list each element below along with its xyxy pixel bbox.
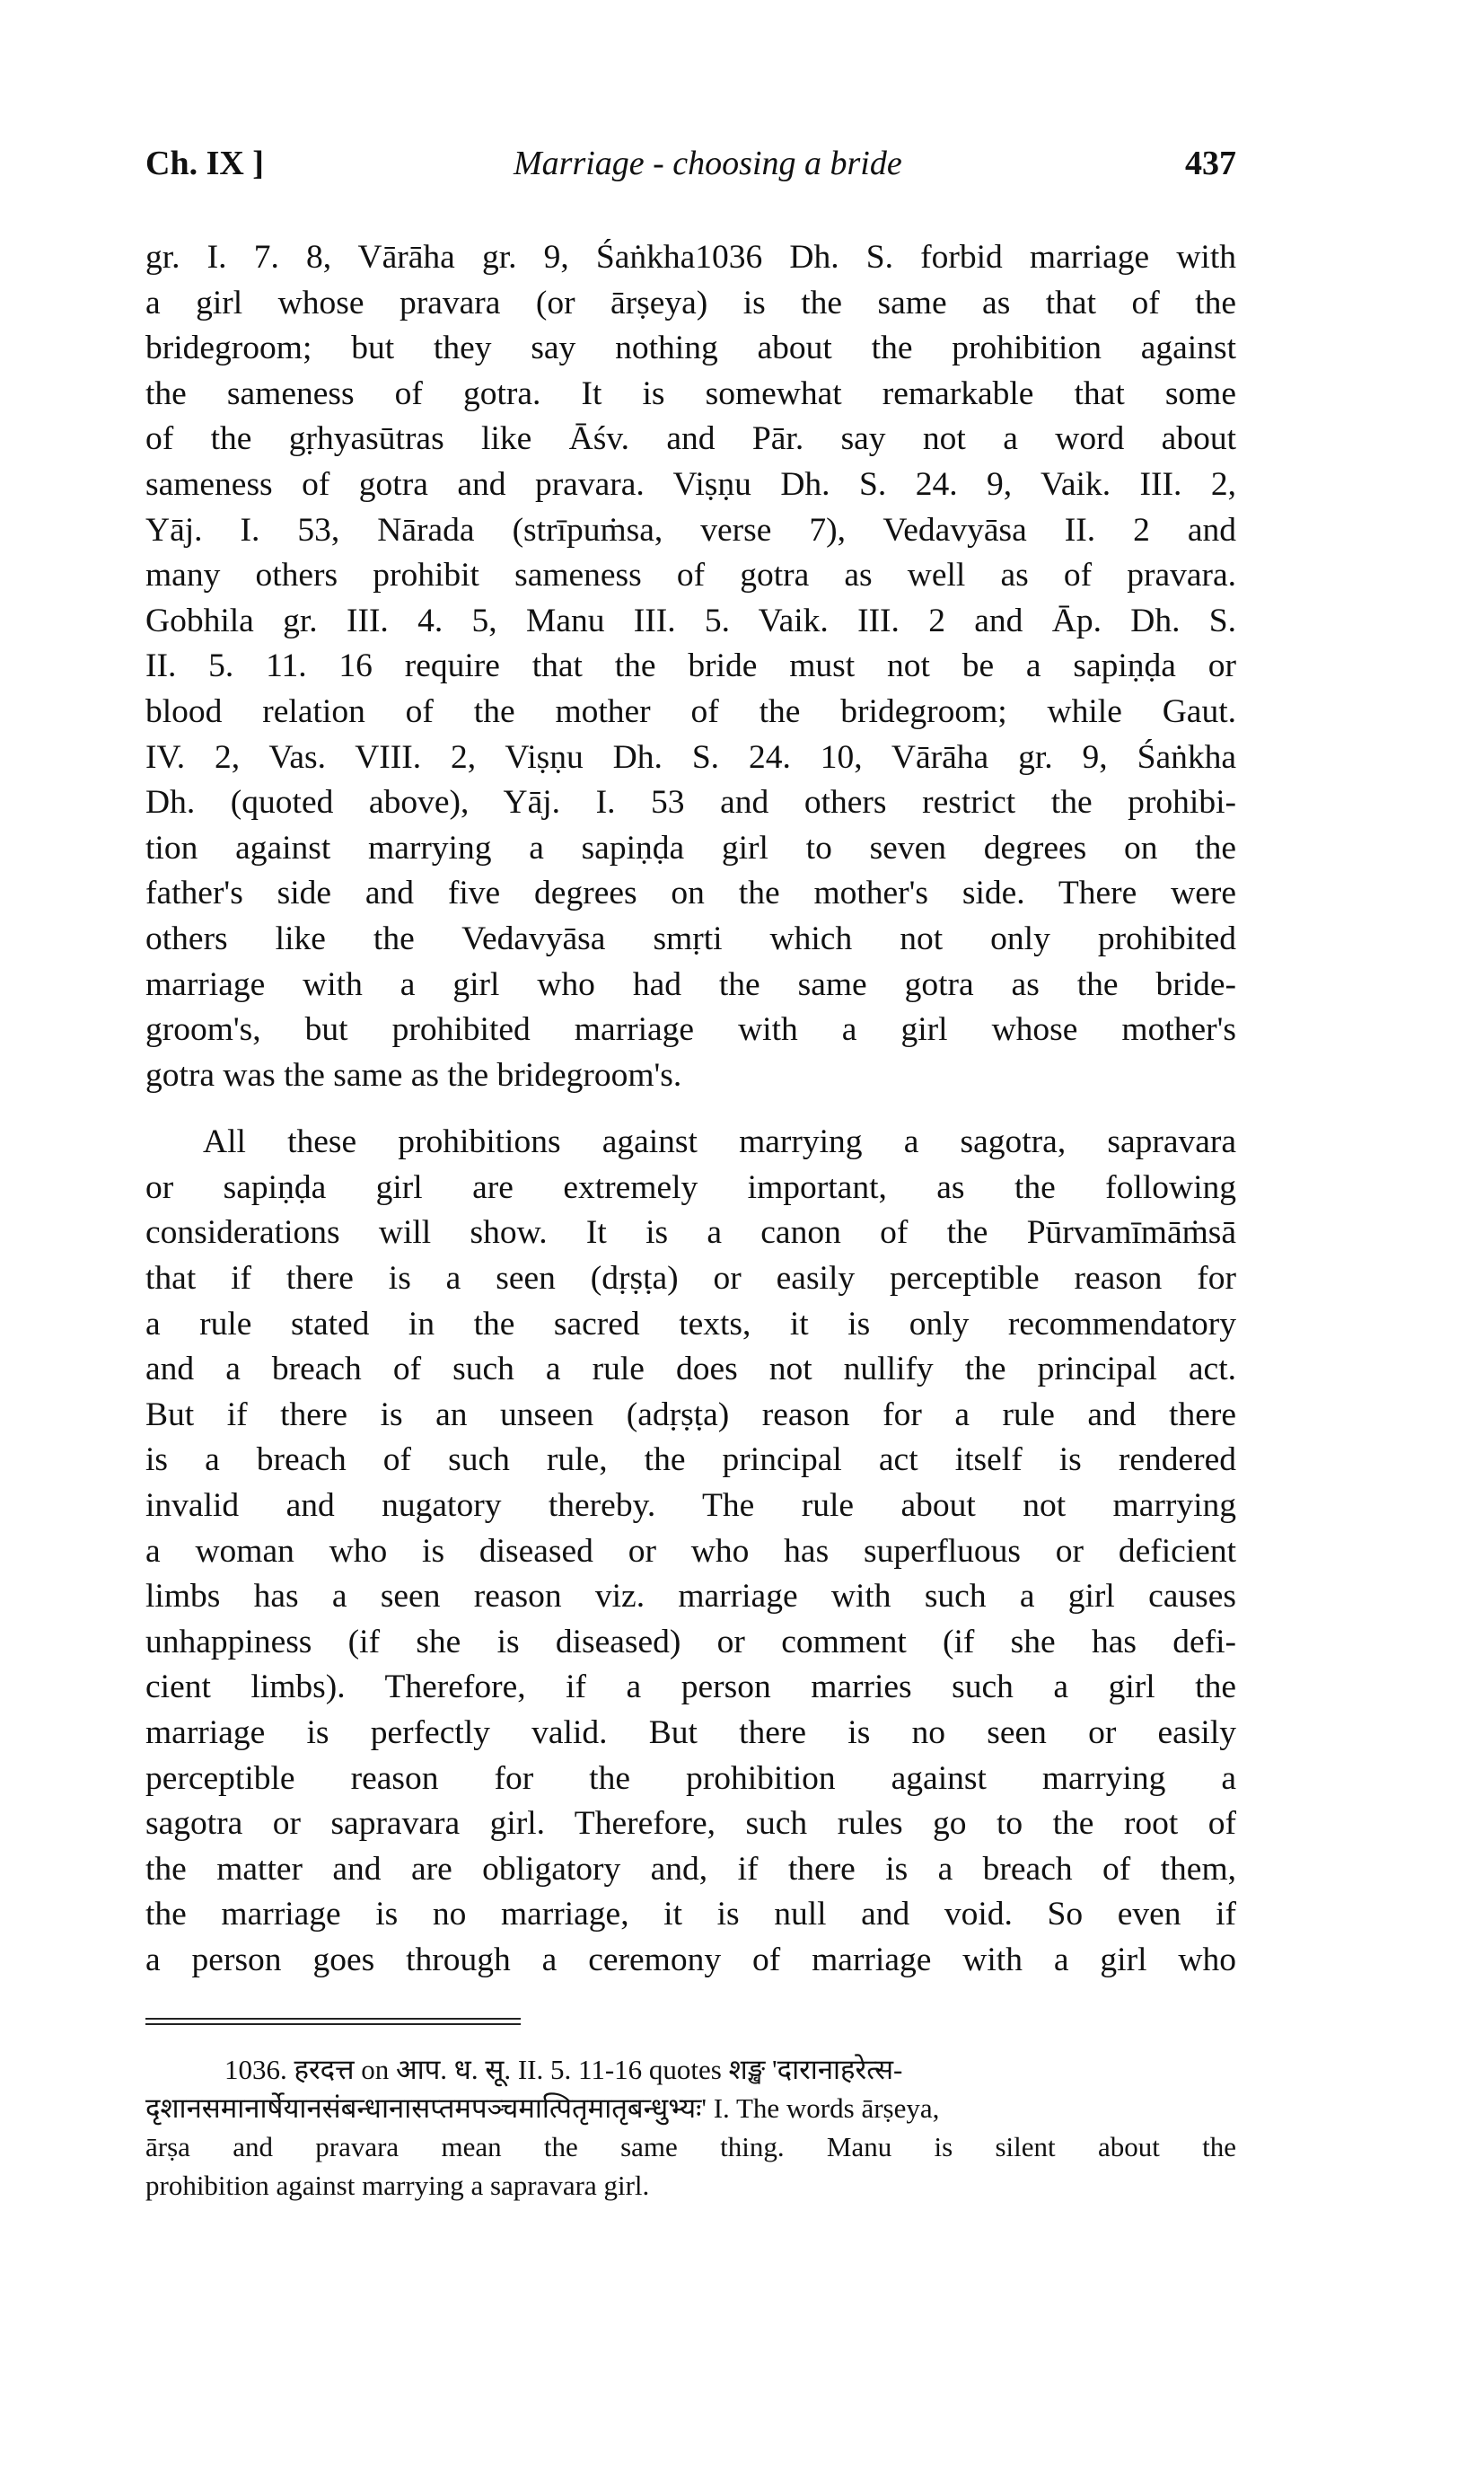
text-line: considerations will show. It is a canon of the Pūrvamīmāṁsā [145,1214,1236,1252]
text-line: the matter and are obligatory and, if there is a breach of them, [145,1850,1236,1888]
text-line: tion against marrying a sapiṇḍa girl to seven degrees on the [145,829,1236,867]
paragraph-2 [145,1120,1236,1983]
text-line: the marriage is no marriage, it is null and void. So even if [145,1896,1236,1933]
footnote-line: prohibition against marrying a sapravara girl. [145,2170,650,2201]
text-line: limbs has a seen reason viz. marriage with such a girl causes [145,1578,1236,1616]
text-line: bridegroom; but they say nothing about the prohibition against [145,330,1236,367]
text-line: gr. I. 7. 8, Vārāha gr. 9, Śaṅkha1036 Dh. S. forbid marriage with [145,239,1236,276]
footnote-line: ārṣa and pravara mean the same thing. Manu is silent about the [145,2131,1236,2162]
running-title: Marriage - choosing a bride [514,145,902,182]
text-line: IV. 2, Vas. VIII. 2, Viṣṇu Dh. S. 24. 10, Vārāha gr. 9, Śaṅkha [145,738,1236,776]
footnote-line: 1036. हरदत्त on आप. ध. सू. II. 5. 11-16 quotes शङ्ख 'दारानाहरेत्स- [224,2054,903,2085]
text-line: a woman who is diseased or who has superfluous or deficient [145,1532,1236,1570]
text-line: many others prohibit sameness of gotra as well as of pravara. [145,557,1236,594]
text-line: invalid and nugatory thereby. The rule about not marrying [145,1487,1236,1525]
text-line: a rule stated in the sacred texts, it is only recommendatory [145,1305,1236,1343]
text-line: others like the Vedavyāsa smṛti which not only prohibited [145,920,1236,957]
text-line: unhappiness (if she is diseased) or comment (if she has defi- [145,1623,1236,1660]
running-header [145,144,1236,198]
paragraph-1 [145,235,1236,1098]
text-line: the sameness of gotra. It is somewhat remarkable that some [145,374,1236,412]
text-line: Yāj. I. 53, Nārada (strīpuṁsa, verse 7), Vedavyāsa II. 2 and [145,511,1236,549]
text-line: II. 5. 11. 16 require that the bride must not be a sapiṇḍa or [145,647,1236,685]
text-line: father's side and five degrees on the mother's side. There were [145,875,1236,912]
chapter-label: Ch. IX ] [145,145,264,182]
text-line: But if there is an unseen (adṛṣṭa) reason for a rule and there [145,1396,1236,1433]
text-line: and a breach of such a rule does not nullify the principal act. [145,1351,1236,1388]
text-line: marriage is perfectly valid. But there is no seen or easily [145,1714,1236,1751]
text-line: blood relation of the mother of the bridegroom; while Gaut. [145,692,1236,730]
text-line: groom's, but prohibited marriage with a girl whose mother's [145,1011,1236,1049]
main-text [145,235,1236,1984]
text-line: gotra was the same as the bridegroom's. [145,1056,682,1094]
text-line: or sapiṇḍa girl are extremely important, as the following [145,1168,1236,1206]
text-line: sagotra or sapravara girl. Therefore, such rules go to the root of [145,1805,1236,1843]
footnote-line: दृशानसमानार्षेयानसंबन्धानासप्तमपञ्चमात्पितृमातृबन्धुभ्यः' I. The words ārṣeya, [145,2092,940,2124]
page-number: 437 [1185,145,1236,182]
footnote-1036 [145,2050,1236,2205]
text-line: a person goes through a ceremony of marriage with a girl who [145,1941,1236,1978]
text-line: marriage with a girl who had the same gotra as the bride- [145,965,1236,1003]
text-line: sameness of gotra and pravara. Viṣṇu Dh. S. 24. 9, Vaik. III. 2, [145,465,1236,503]
text-line: that if there is a seen (dṛṣṭa) or easily perceptible reason for [145,1260,1236,1298]
footnote-divider [145,2023,521,2025]
text-line: All these prohibitions against marrying a sagotra, sapravara [203,1123,1236,1161]
text-line: Dh. (quoted above), Yāj. I. 53 and others restrict the prohibi- [145,784,1236,822]
text-line: of the gṛhyasūtras like Āśv. and Pār. say not a word about [145,420,1236,458]
text-line: cient limbs). Therefore, if a person marries such a girl the [145,1669,1236,1706]
text-line: a girl whose pravara (or ārṣeya) is the same as that of the [145,284,1236,321]
text-line: perceptible reason for the prohibition against marrying a [145,1759,1236,1797]
text-line: is a breach of such rule, the principal act itself is rendered [145,1441,1236,1479]
text-line: Gobhila gr. III. 4. 5, Manu III. 5. Vaik. III. 2 and Āp. Dh. S. [145,602,1236,639]
paragraph-gap [145,1098,1236,1120]
footnote-divider [145,2018,521,2020]
